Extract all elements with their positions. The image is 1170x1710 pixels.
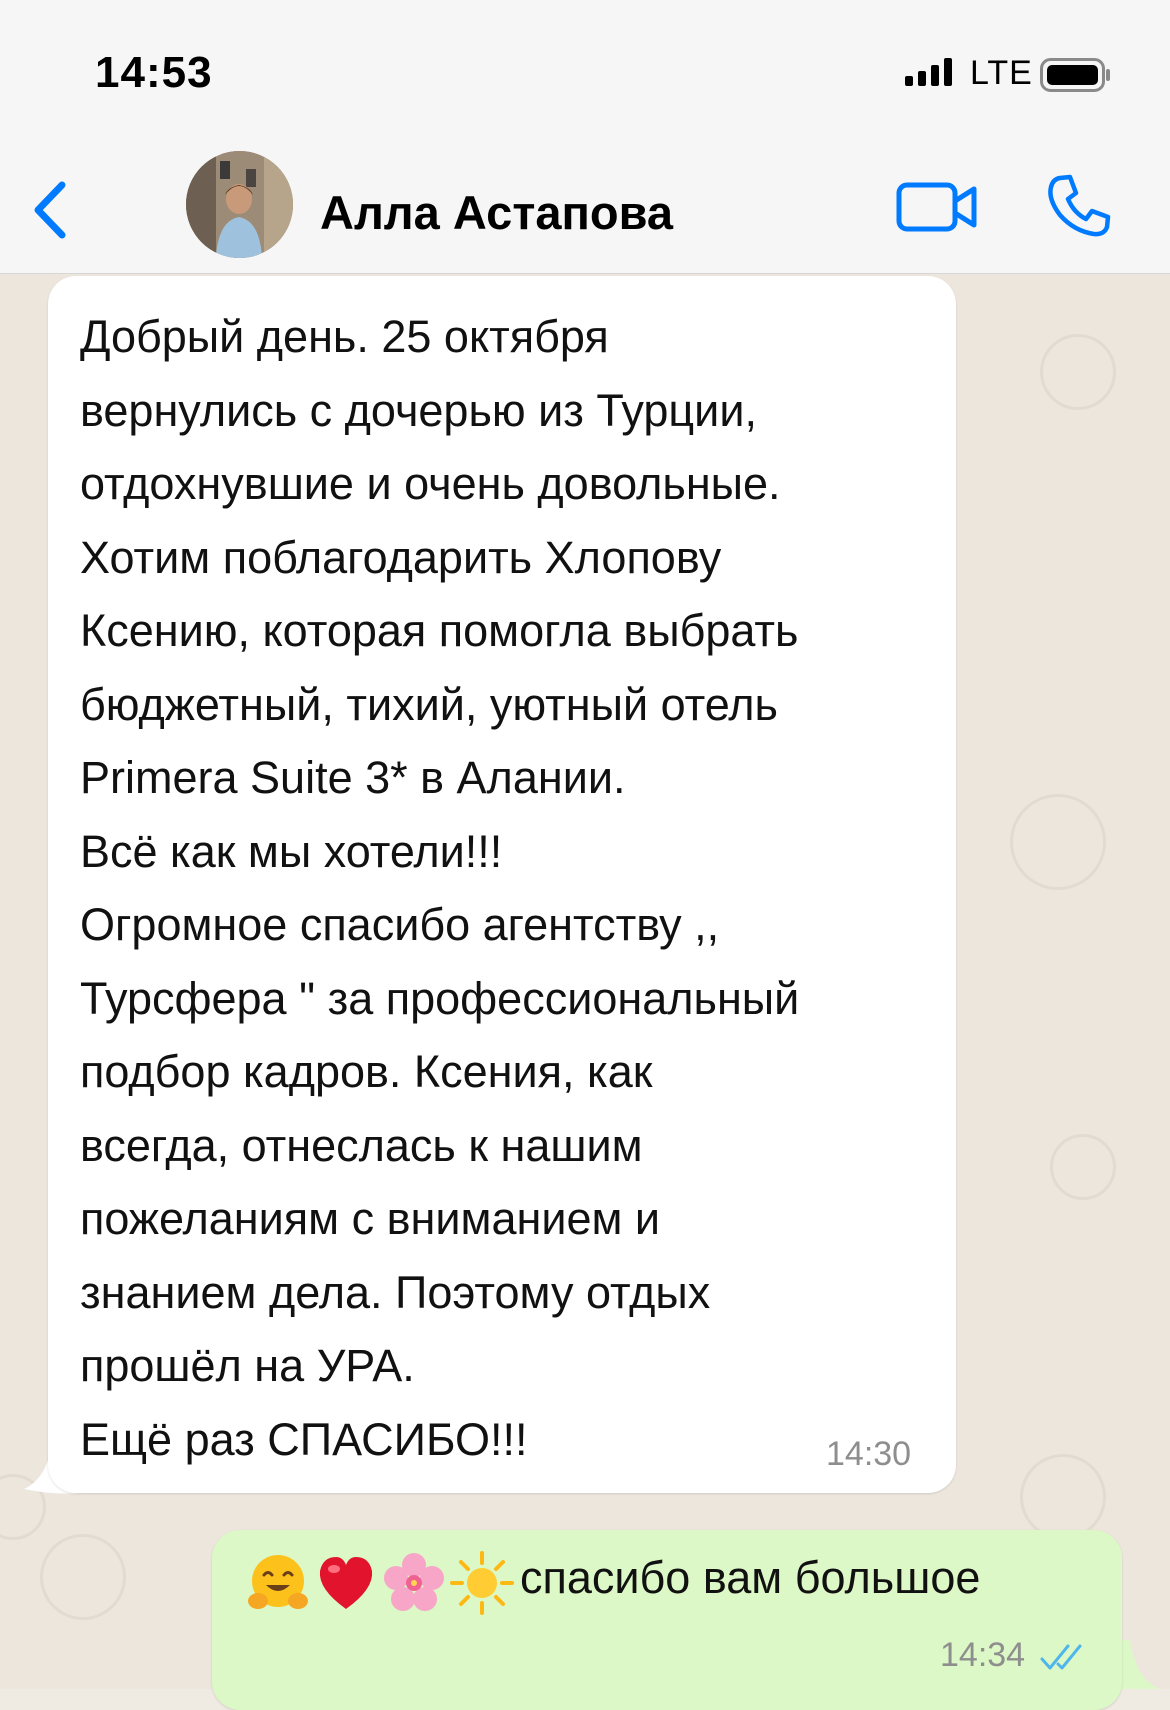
message-line: подбор кадров. Ксения, как: [80, 1046, 653, 1097]
outgoing-message-emojis: [246, 1548, 518, 1618]
phone-call-icon[interactable]: [1046, 173, 1112, 239]
sun-emoji: [450, 1551, 514, 1615]
outgoing-message-time: 14:34: [940, 1636, 1026, 1674]
incoming-message-text: [80, 300, 940, 1476]
red-heart-emoji: [314, 1551, 378, 1615]
wallpaper-doodle: [1050, 1134, 1116, 1200]
message-line: бюджетный, тихий, уютный отель: [80, 678, 778, 730]
chat-header: [0, 145, 1170, 274]
message-line: пожеланиям с вниманием и: [80, 1193, 661, 1244]
message-line: всегда, отнеслась к нашим: [80, 1119, 643, 1171]
status-time: 14:53: [95, 48, 213, 97]
wallpaper-doodle: [1020, 1454, 1106, 1540]
message-line: Primera Suite 3* в Алании.: [80, 752, 626, 803]
video-call-icon[interactable]: [896, 177, 978, 237]
message-line: Всё как мы хотели!!!: [80, 825, 503, 877]
message-line: вернулись с дочерью из Турции,: [80, 384, 757, 436]
contact-avatar[interactable]: [186, 151, 293, 258]
wallpaper-doodle: [1040, 334, 1116, 410]
incoming-message-time: 14:30: [826, 1435, 912, 1473]
message-line: Турсфера " за профессиональный: [80, 972, 800, 1024]
message-line: Ещё раз СПАСИБО!!!: [80, 1413, 528, 1465]
read-receipt-checks-icon: [1040, 1642, 1090, 1672]
message-line: отдохнувшие и очень довольные.: [80, 458, 781, 509]
back-chevron-icon[interactable]: [26, 175, 76, 245]
wallpaper-doodle: [40, 1534, 126, 1620]
message-line: Хотим поблагодарить Хлопову: [80, 531, 722, 583]
network-type: LTE: [970, 54, 1033, 92]
signal-strength-icon: [905, 58, 957, 86]
message-line: прошёл на УРА.: [80, 1340, 415, 1391]
avatar-photo: [186, 151, 293, 258]
battery-icon: [1040, 58, 1112, 92]
hugging-face-emoji: [246, 1551, 310, 1615]
cherry-blossom-emoji: [382, 1551, 446, 1615]
message-line: Огромное спасибо агентству ,,: [80, 899, 720, 950]
contact-name[interactable]: Алла Астапова: [320, 186, 673, 239]
message-line: Добрый день. 25 октября: [80, 311, 609, 362]
message-line: знанием дела. Поэтому отдых: [80, 1266, 711, 1318]
message-line: Ксению, которая помогла выбрать: [80, 605, 799, 656]
wallpaper-doodle: [1010, 794, 1106, 890]
outgoing-message-text: спасибо вам большое: [520, 1552, 981, 1603]
status-bar: [0, 0, 1170, 145]
